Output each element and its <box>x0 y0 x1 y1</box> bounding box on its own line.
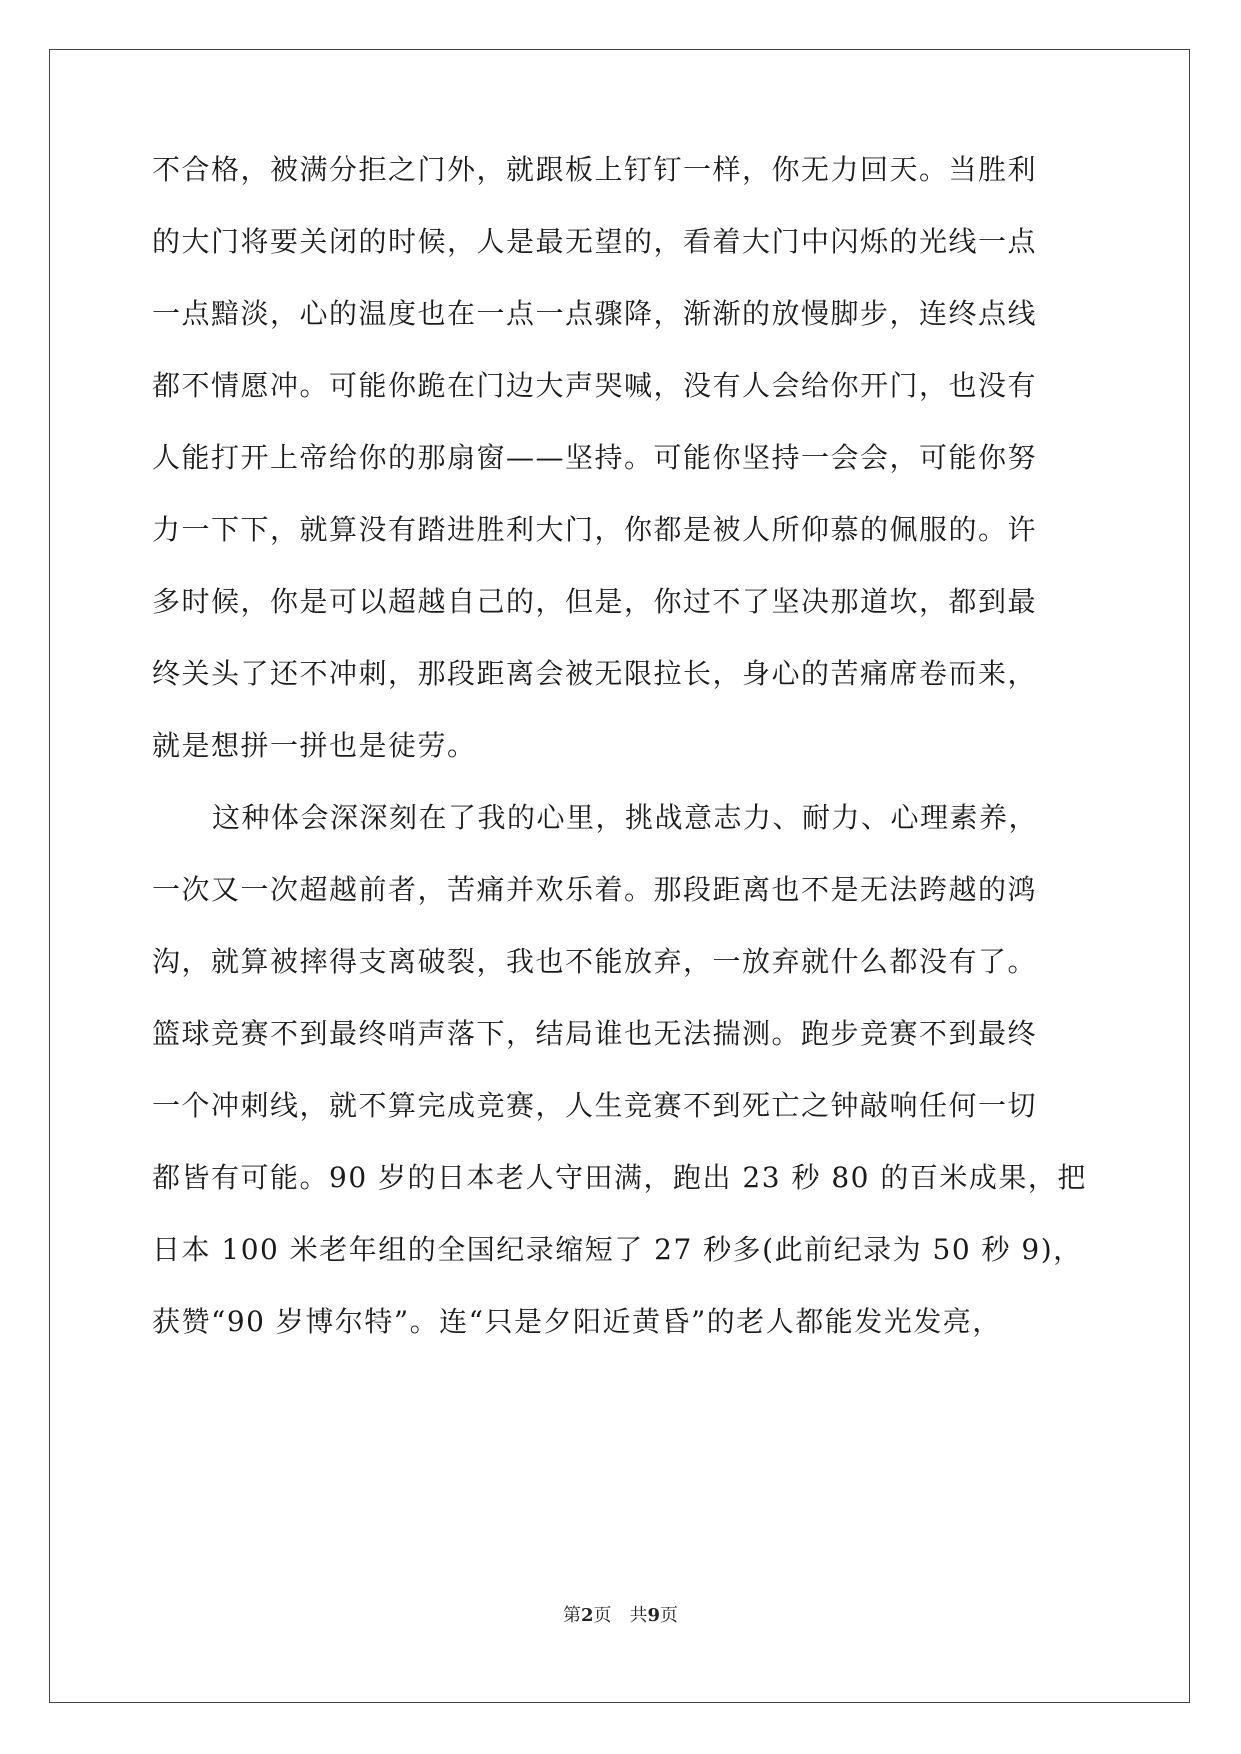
text-line: 都不情愿冲。可能你跪在门边大声哭喊，没有人会给你开门，也没有 <box>152 369 1038 402</box>
text-line: 人能打开上帝给你的那扇窗——坚持。可能你坚持一会会，可能你努 <box>152 441 1038 474</box>
text-line: 日本 100 米老年组的全国纪录缩短了 27 秒多(此前纪录为 50 秒 9)， <box>152 1233 1083 1266</box>
text-line: 沟，就算被摔得支离破裂，我也不能放弃，一放弃就什么都没有了。 <box>152 945 1038 978</box>
page-number-footer <box>0 1604 1241 1628</box>
text-line: 一次又一次超越前者，苦痛并欢乐着。那段距离也不是无法跨越的鸿 <box>152 873 1038 906</box>
text-line: 终关头了还不冲刺，那段距离会被无限拉长，身心的苦痛席卷而来， <box>152 657 1038 690</box>
footer-total-prefix: 共 <box>629 1605 648 1626</box>
footer-total-suffix: 页 <box>660 1605 679 1626</box>
text-line: 的大门将要关闭的时候，人是最无望的，看着大门中闪烁的光线一点 <box>152 225 1038 258</box>
text-line: 一个冲刺线，就不算完成竞赛，人生竞赛不到死亡之钟敲响任何一切 <box>152 1089 1038 1122</box>
current-page-number: 2 <box>580 1605 594 1626</box>
footer-prefix: 第 <box>562 1605 581 1626</box>
total-pages-number: 9 <box>647 1605 661 1626</box>
text-line: 多时候，你是可以超越自己的，但是，你过不了坚决那道坎，都到最 <box>152 585 1038 618</box>
text-line: 获赞“90 岁博尔特”。连“只是夕阳近黄昏”的老人都能发光发亮， <box>152 1305 1002 1338</box>
paragraph-first-line: 这种体会深深刻在了我的心里，挑战意志力、耐力、心理素养， <box>212 801 1039 834</box>
text-line: 不合格，被满分拒之门外，就跟板上钉钉一样，你无力回天。当胜利 <box>152 153 1038 186</box>
text-line: 篮球竞赛不到最终哨声落下，结局谁也无法揣测。跑步竞赛不到最终 <box>152 1017 1038 1050</box>
text-line: 都皆有可能。90 岁的日本老人守田满，跑出 23 秒 80 的百米成果，把 <box>152 1161 1087 1194</box>
footer-page-suffix: 页 <box>593 1605 612 1626</box>
text-line: 一点黯淡，心的温度也在一点一点骤降，渐渐的放慢脚步，连终点线 <box>152 297 1038 330</box>
text-line: 就是想拼一拼也是徒劳。 <box>152 729 477 762</box>
text-line: 力一下下，就算没有踏进胜利大门，你都是被人所仰慕的佩服的。许 <box>152 513 1038 546</box>
